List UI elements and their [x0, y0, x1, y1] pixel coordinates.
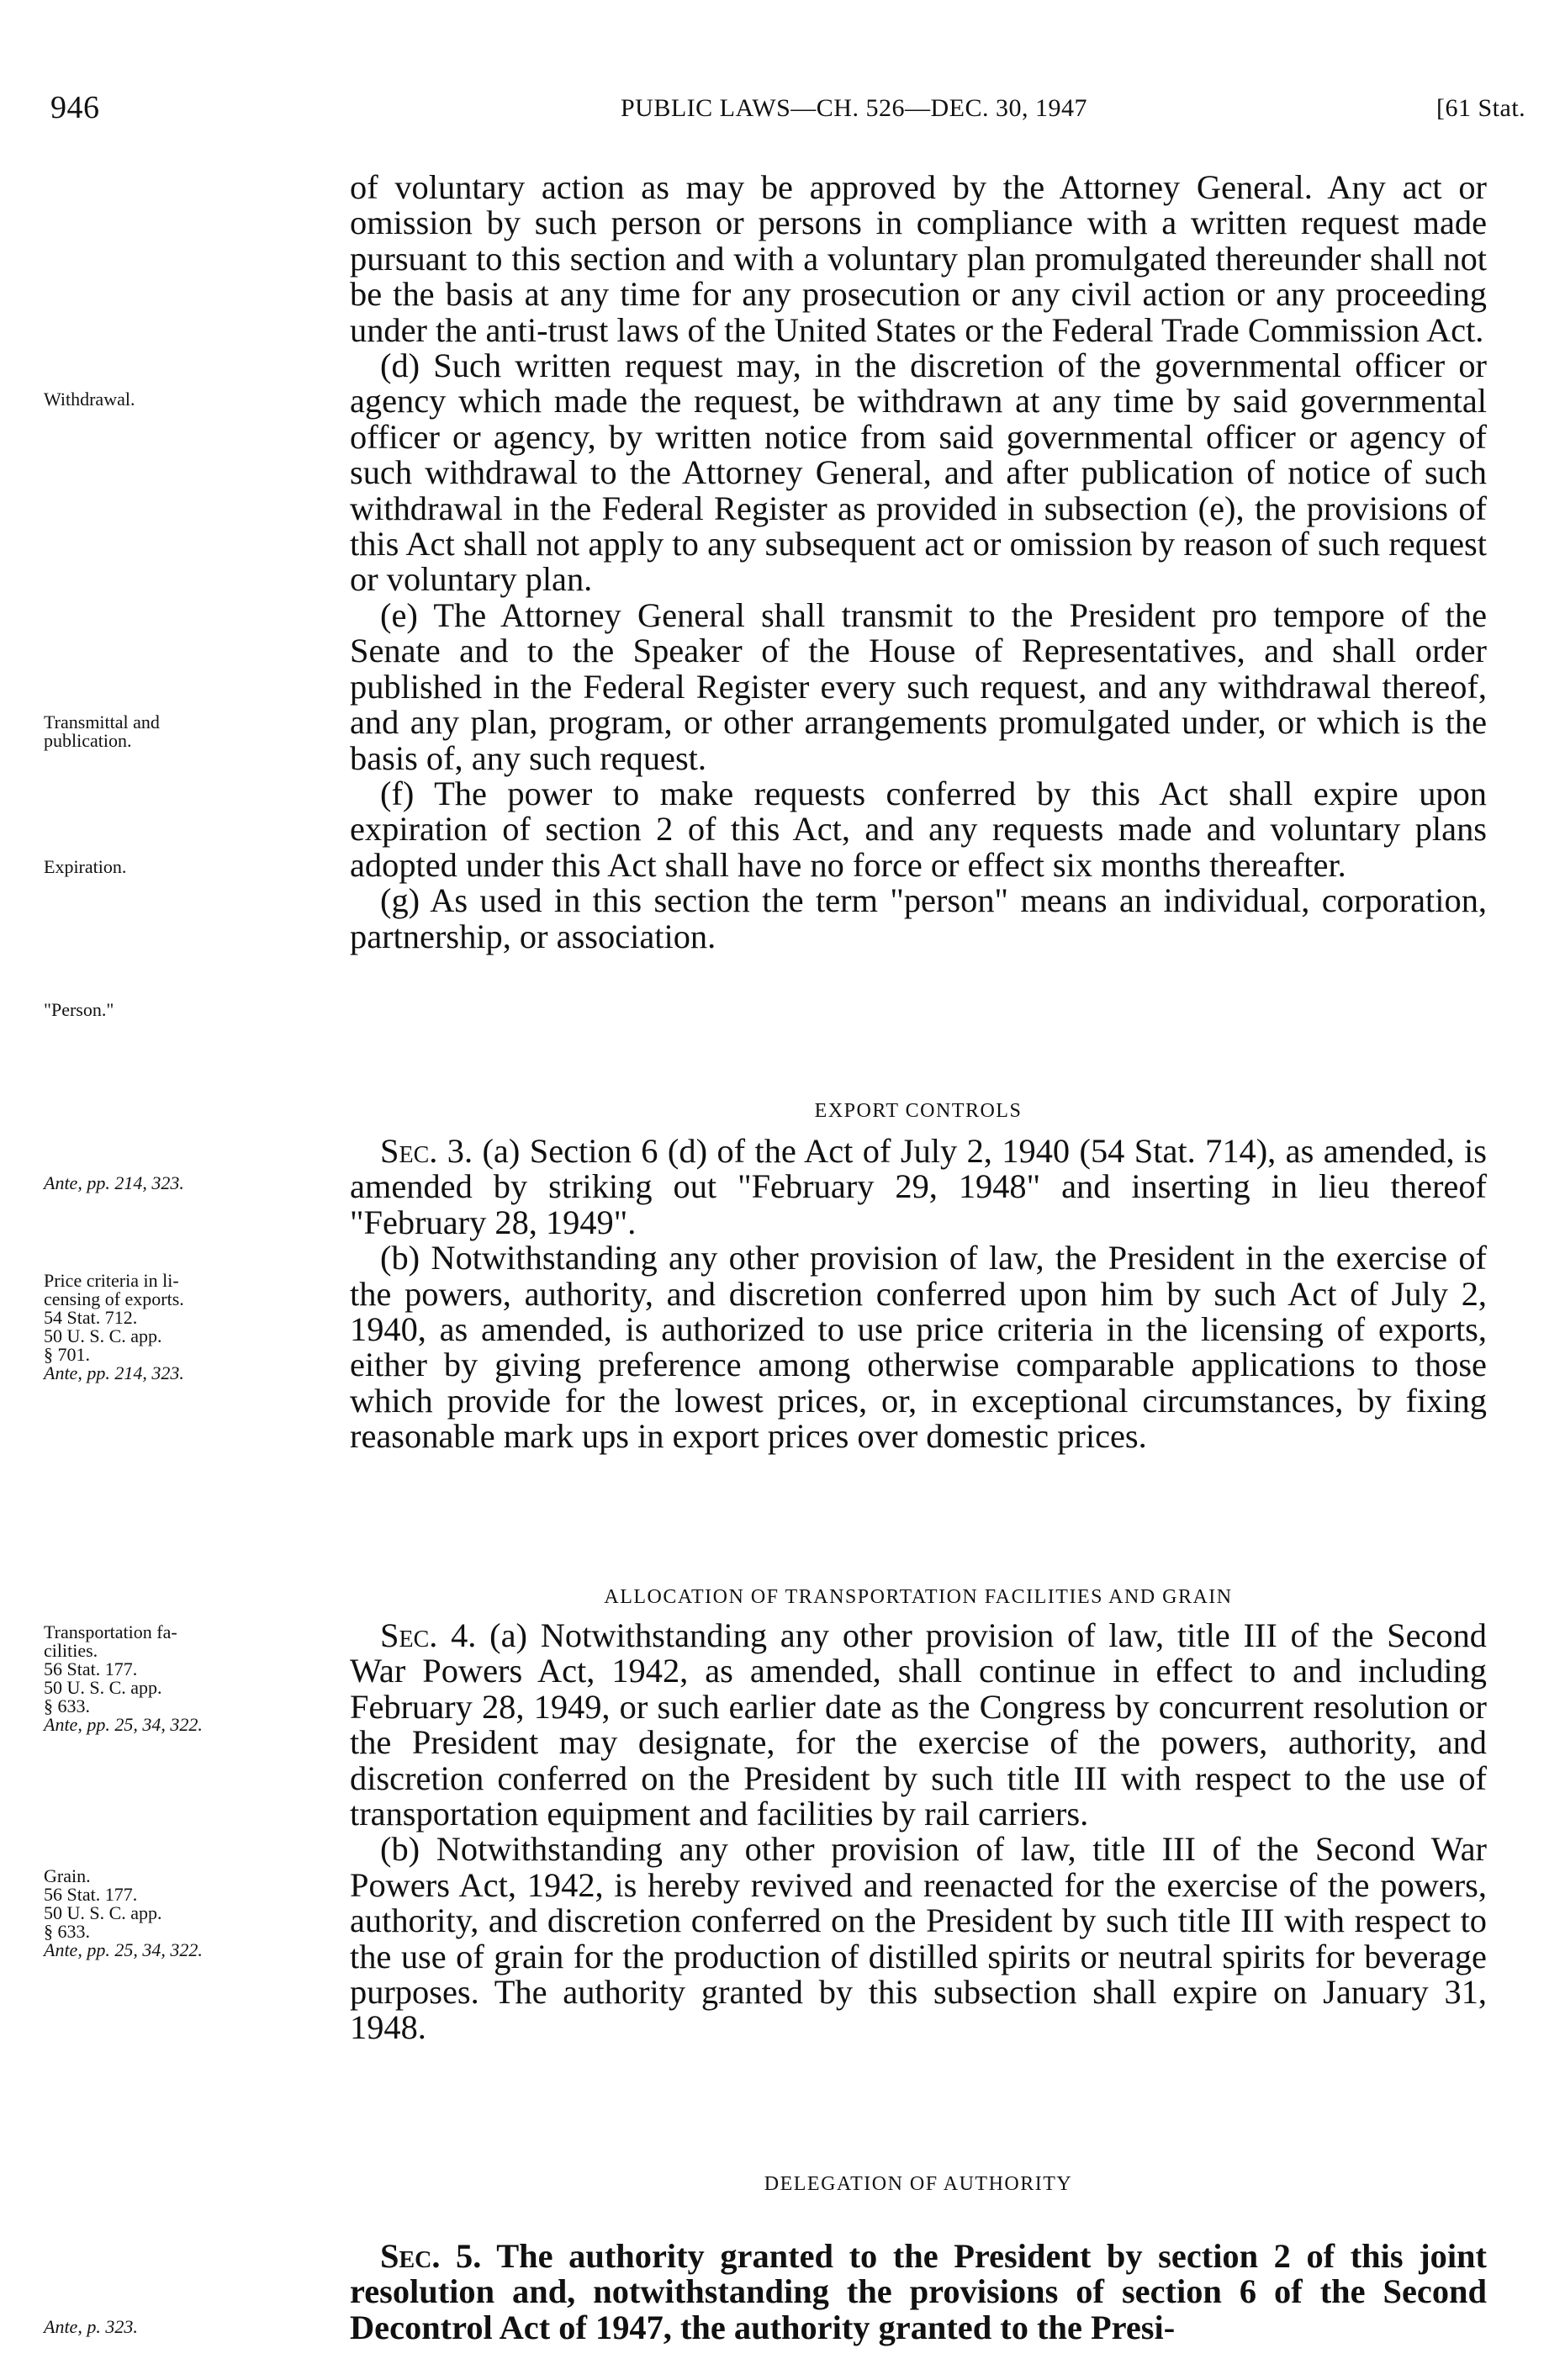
section-4-paragraph-b: (b) Notwithstanding any other provision of law, title III of the Second War Powers Act, 1942, is hereby revived and reenacted for the exercise of the powers, authority, and discretion conferred on the President by such title III with respect to the use of grain for the production of distilled spirits or neutral spirits for beverage purposes. The authority granted by this subsection shall expire on January 31, 1948. — [350, 1830, 1487, 2047]
section-3-text — [350, 1134, 1487, 1455]
margin-note-grain: Grain. 56 Stat. 177. 50 U. S. C. app. § 633. Ante, pp. 25, 34, 322. — [44, 1865, 203, 1960]
margin-note-transportation: Transportation fa- cilities. 56 Stat. 177. 50 U. S. C. app. § 633. Ante, pp. 25, 34, 322. — [44, 1621, 203, 1735]
margin-note-person: "Person." — [44, 999, 114, 1020]
section-4-paragraph-a: Sec. 4. (a) Notwithstanding any other provision of law, title III of the Second War Powers Act, 1942, as amended, shall continue in effect to and including February 28, 1949, or such earlier date as the Congress by concurrent resolution or the President may designate, for the exercise of the powers, authority, and discretion conferred on the President by such title III with respect to the use of transportation equipment and facilities by rail carriers. — [350, 1616, 1488, 1833]
margin-note-expiration: Expiration. — [44, 856, 127, 877]
paragraph-f: (f) The power to make requests conferred by this Act shall expire upon expiration of section 2 of this Act, and any requests made and voluntary plans adopted under this Act shall have no force or effect six months thereafter. — [350, 774, 1487, 884]
margin-note-withdrawal: Withdrawal. — [44, 389, 135, 410]
paragraph-d: (d) Such written request may, in the discretion of the governmental officer or agency which made the request, be withdrawn at any time by said governmental officer or agency, by written notice from said governmental officer or agency of such withdrawal to the Attorney General, and after publication of notice of such withdrawal in the Federal Register as provided in subsection (e), the provisions of this Act shall not apply to any subsequent act or omission by reason of such request or voluntary plan. — [350, 346, 1487, 599]
heading-export-controls: EXPORT CONTROLS — [814, 1100, 1023, 1122]
paragraph-e: (e) The Attorney General shall transmit to the President pro tempore of the Senate and to the Speaker of the House of Representatives, and shall order published in the Federal Register every such request, and any withdrawal thereof, and any plan, program, or other arrangements promulgated under, or which is the basis of, any such request. — [350, 595, 1487, 777]
section-3-paragraph-a: Sec. 3. (a) Section 6 (d) of the Act of July 2, 1940 (54 Stat. 714), as amended, is amended by striking out "February 29, 1948" and inserting in lieu thereof "February 28, 1949". — [350, 1132, 1487, 1241]
paragraph-g: (g) As used in this section the term "person" means an individual, corporation, partnership, or association. — [350, 881, 1487, 955]
section-3-paragraph-b: (b) Notwithstanding any other provision of law, the President in the exercise of the powers, authority, and discretion conferred upon him by such Act of July 2, 1940, as amended, is authorized to use price criteria in the licensing of exports, either by giving preference among otherwise comparable applications to those which provide for the lowest prices, or, in exceptional circumstances, by fixing reasonable mark ups in export prices over domestic prices. — [350, 1239, 1487, 1456]
section-5-label: Sec. 5. — [380, 2237, 482, 2275]
paragraph-continuation: of voluntary action as may be approved by the Attorney General. Any act or omission by such person or persons in compliance with a written request made pursuant to this section and with a voluntary plan promulgated thereunder shall not be the basis at any time for any prosecution or any civil action or any proceeding under the anti-trust laws of the United States or the Federal Trade Commission Act. — [350, 168, 1487, 349]
margin-note-price-criteria: Price criteria in li- censing of exports. 54 Stat. 712. 50 U. S. C. app. § 701. Ante, pp. 214, 323. — [44, 1270, 184, 1383]
running-title: PUBLIC LAWS—CH. 526—DEC. 30, 1947 — [621, 94, 1087, 122]
section-5-text — [350, 2239, 1487, 2346]
heading-allocation: ALLOCATION OF TRANSPORTATION FACILITIES AND GRAIN — [604, 1586, 1233, 1608]
section-5-paragraph: Sec. 5. The authority granted to the President by section 2 of this joint resolution and, notwithstanding the provisions of section 6 of the Second Decontrol Act of 1947, the authority granted to the Presi- — [350, 2237, 1487, 2346]
margin-note-ante-last: Ante, p. 323. — [44, 2316, 138, 2337]
page-number: 946 — [50, 90, 100, 125]
statute-reference: [61 Stat. — [1436, 94, 1526, 122]
margin-note-transmittal: Transmittal and publication. — [44, 711, 160, 751]
margin-note-ante-1: Ante, pp. 214, 323. — [44, 1172, 184, 1193]
section-4-text — [350, 1618, 1487, 2046]
heading-delegation: DELEGATION OF AUTHORITY — [764, 2173, 1073, 2195]
section-3-label: Sec. 3. — [380, 1132, 473, 1170]
section-2-text — [350, 170, 1487, 955]
section-4-label: Sec. 4. — [380, 1616, 477, 1654]
